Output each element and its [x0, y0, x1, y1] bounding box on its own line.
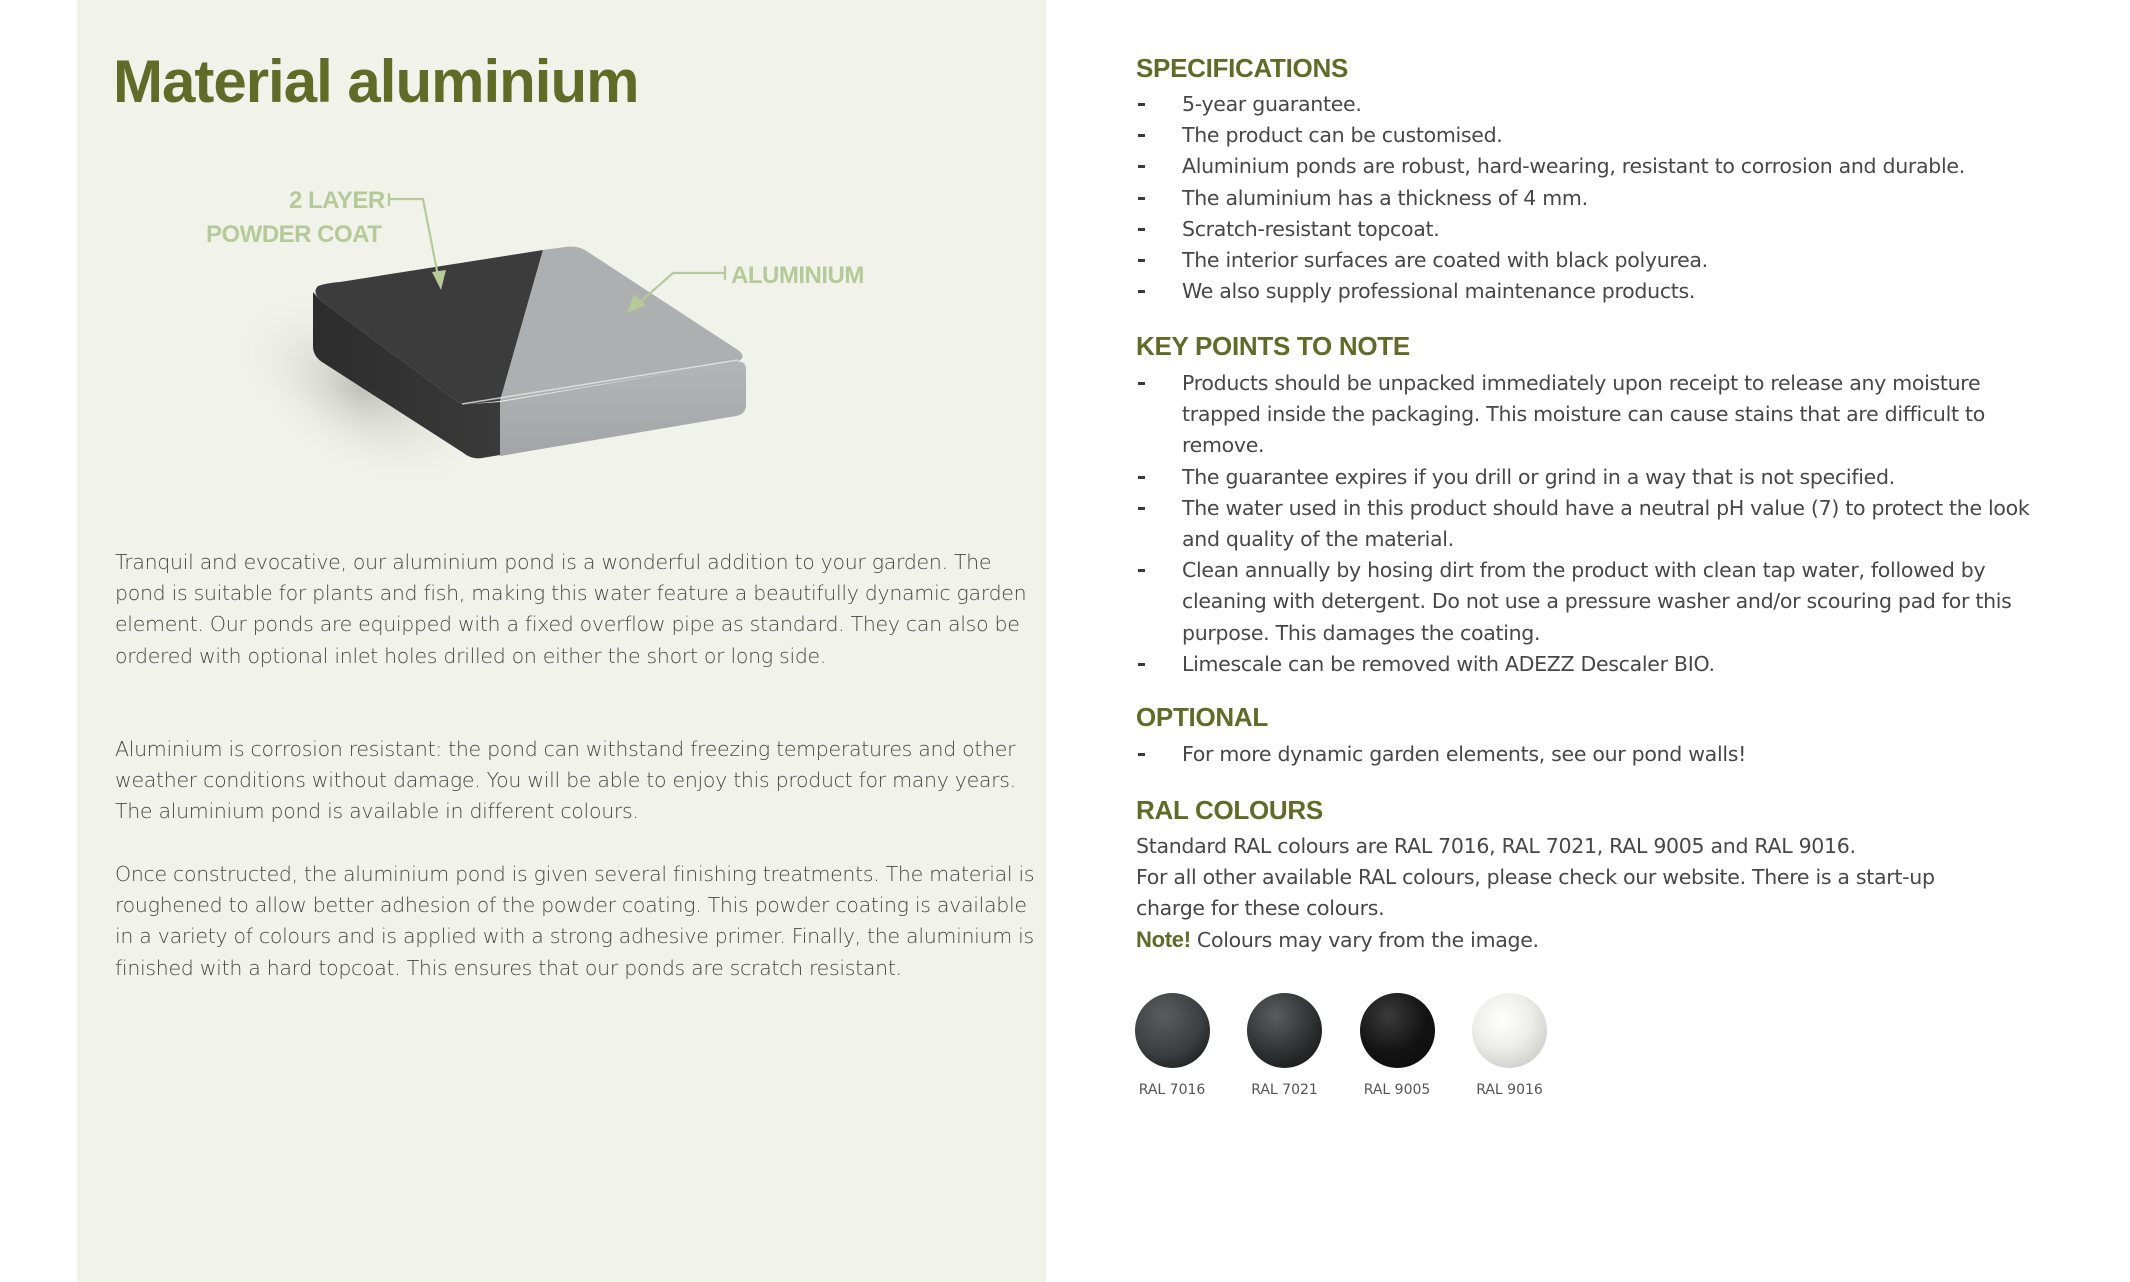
swatch-label: RAL 7016	[1138, 1082, 1206, 1098]
list-item: The interior surfaces are coated with black polyurea.	[1136, 245, 2036, 276]
list-item: We also supply professional maintenance products.	[1136, 276, 2036, 307]
color-swatch	[1247, 993, 1322, 1068]
callout-2-layer: 2 LAYER	[289, 187, 385, 214]
callout-arrow-powder-coat	[389, 193, 438, 276]
bullet-dash-icon	[1138, 290, 1145, 293]
key-points-heading: KEY POINTS TO NOTE	[1136, 331, 1410, 361]
list-item: Limescale can be removed with ADEZZ Descaler BIO.	[1136, 649, 2056, 680]
list-item: Products should be unpacked immediately upon receipt to release any moisture trapped inside the packaging. This moisture can cause stains that are difficult to remove.	[1136, 368, 2056, 462]
page-title: Material aluminium	[113, 48, 639, 115]
bullet-dash-icon	[1138, 228, 1145, 231]
bullet-dash-icon	[1138, 476, 1145, 479]
ral-colours-heading: RAL COLOURS	[1136, 795, 1323, 825]
list-item: The product can be customised.	[1136, 120, 2036, 151]
note-text: Colours may vary from the image.	[1190, 928, 1539, 952]
optional-heading: OPTIONAL	[1136, 702, 1268, 732]
list-item: The water used in this product should have a neutral pH value (7) to protect the look and quality of the material.	[1136, 493, 2056, 555]
list-item: Clean annually by hosing dirt from the product with clean tap water, followed by cleaning with detergent. Do not use a pressure washer and/or scouring pad for this purpose. This damages the coating.	[1136, 555, 2056, 649]
color-swatch	[1135, 993, 1210, 1068]
optional-list	[1136, 739, 2036, 770]
finishing-paragraph: Once constructed, the aluminium pond is given several finishing treatments. The material is roughened to allow better adhesion of the powder coating. This powder coating is available in a variety of colours and is applied with a strong adhesive primer. Finally, the aluminium is finished with a hard topcoat. This ensures that our ponds are scratch resistant.	[115, 862, 1035, 980]
list-item: 5-year guarantee.	[1136, 89, 2036, 120]
specifications-list	[1136, 89, 2036, 307]
bullet-dash-icon	[1138, 103, 1145, 106]
note-label: Note!	[1136, 927, 1191, 952]
bullet-dash-icon	[1138, 753, 1145, 756]
color-swatch	[1472, 993, 1547, 1068]
bullet-dash-icon	[1138, 382, 1145, 385]
color-swatch	[1360, 993, 1435, 1068]
swatch-label: RAL 9016	[1476, 1082, 1543, 1098]
key-points-list	[1136, 368, 2056, 680]
ral-standard-text: Standard RAL colours are RAL 7016, RAL 7021, RAL 9005 and RAL 9016.	[1136, 834, 1856, 858]
list-item: Scratch-resistant topcoat.	[1136, 214, 2036, 245]
ral-other-text: For all other available RAL colours, please check our website. There is a start-up charge for these colours.	[1136, 865, 1935, 921]
swatch-label: RAL 7021	[1251, 1082, 1318, 1098]
intro-paragraph: Tranquil and evocative, our aluminium pond is a wonderful addition to your garden. The pond is suitable for plants and fish, making this water feature a beautifully dynamic garden element. Our ponds are equipped with a fixed overflow pipe as standard. They can also be ordered with optional inlet holes drilled on either the short or long side.	[115, 550, 1027, 668]
list-item: For more dynamic garden elements, see our pond walls!	[1136, 739, 2036, 770]
bullet-dash-icon	[1138, 134, 1145, 137]
bullet-dash-icon	[1138, 197, 1145, 200]
ral-note	[1136, 924, 2036, 956]
specifications-heading: SPECIFICATIONS	[1136, 53, 1349, 83]
bullet-dash-icon	[1138, 259, 1145, 262]
callout-powder-coat: POWDER COAT	[206, 221, 382, 248]
bullet-dash-icon	[1138, 165, 1145, 168]
list-item: The aluminium has a thickness of 4 mm.	[1136, 183, 2036, 214]
bullet-dash-icon	[1138, 507, 1145, 510]
corrosion-paragraph: Aluminium is corrosion resistant: the pond can withstand freezing temperatures and other weather conditions without damage. You will be able to enjoy this product for many years. The aluminium pond is available in different colours.	[115, 737, 1016, 824]
bullet-dash-icon	[1138, 569, 1145, 572]
bullet-dash-icon	[1138, 663, 1145, 666]
callout-aluminium: ALUMINIUM	[731, 262, 864, 289]
list-item: The guarantee expires if you drill or grind in a way that is not specified.	[1136, 462, 2056, 493]
swatch-label: RAL 9005	[1363, 1082, 1431, 1098]
list-item: Aluminium ponds are robust, hard-wearing, resistant to corrosion and durable.	[1136, 151, 2036, 182]
